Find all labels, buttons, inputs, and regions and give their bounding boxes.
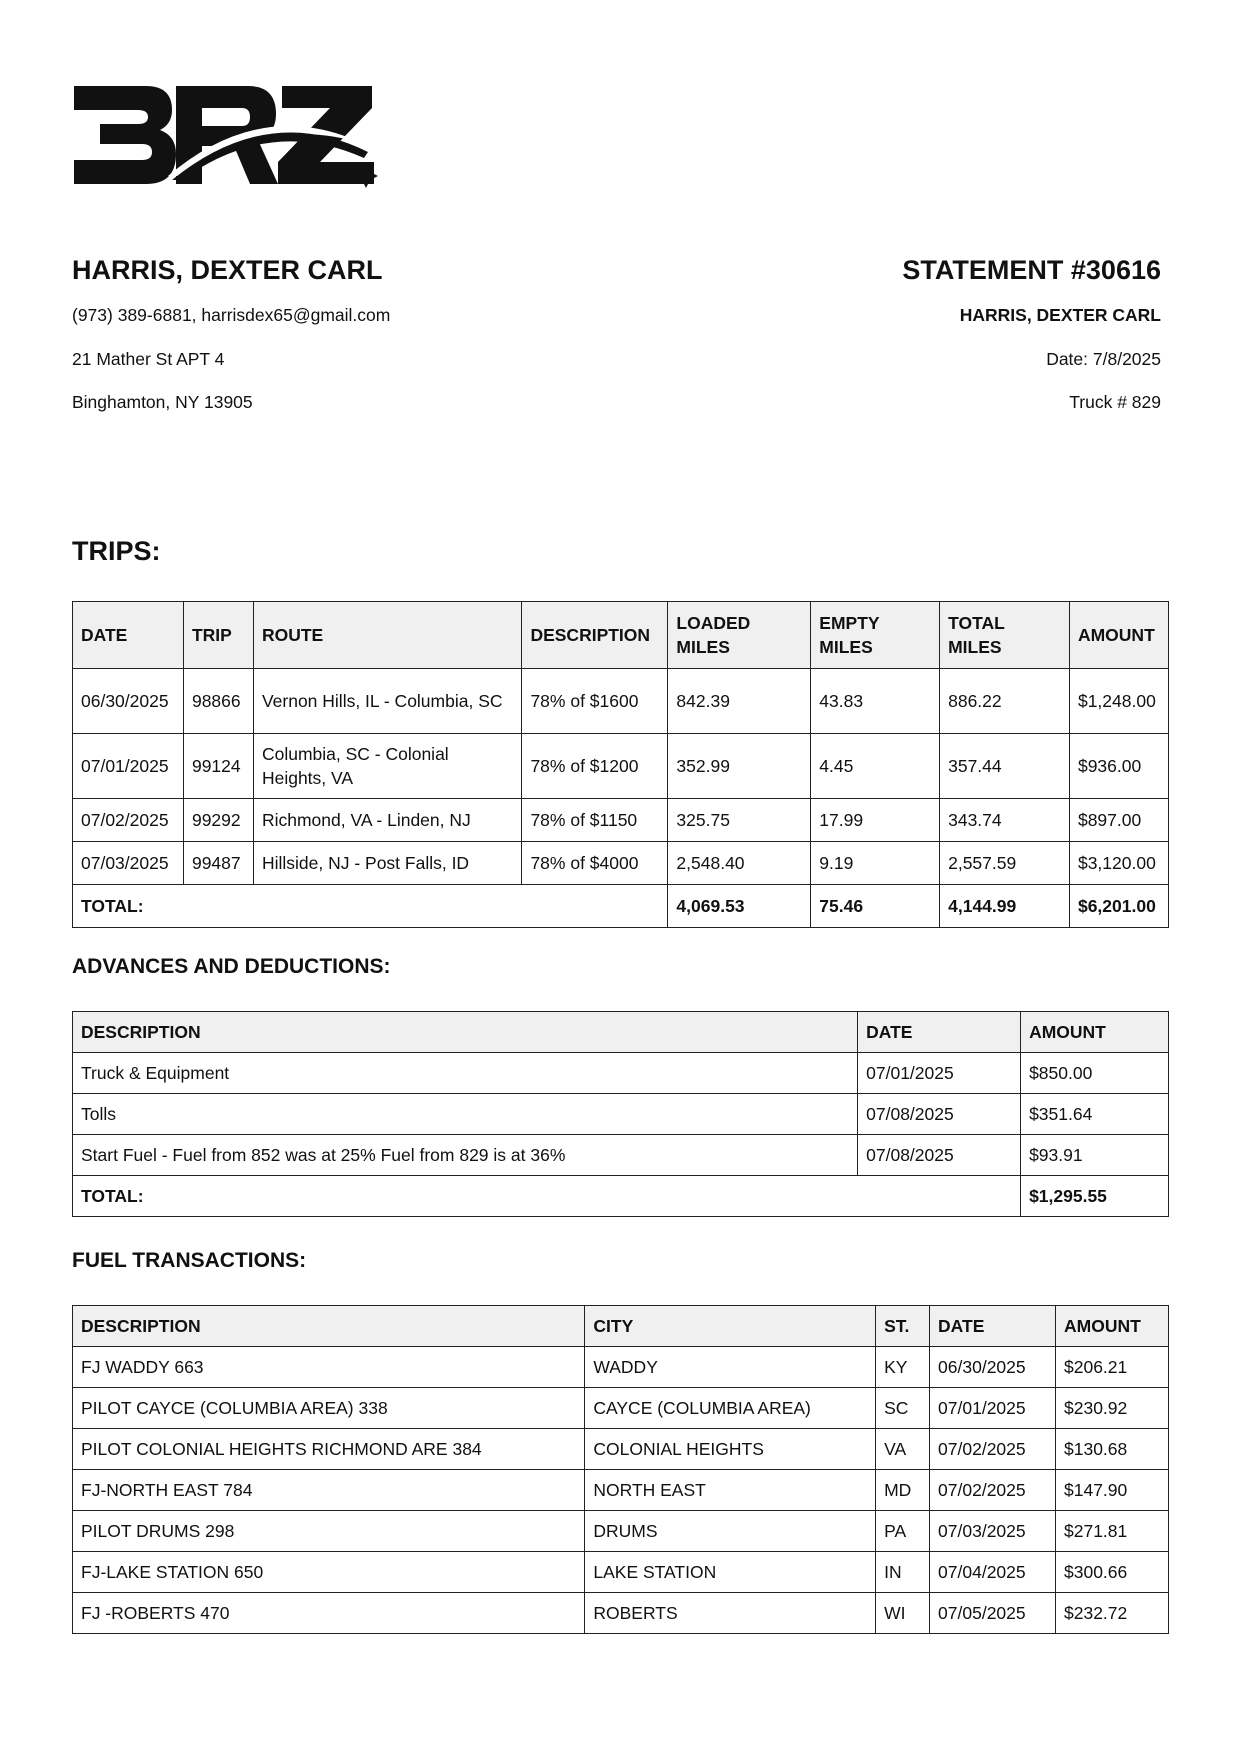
trips-total-label: TOTAL: [73,885,668,928]
trip-amount: $1,248.00 [1069,669,1168,734]
table-row [73,1388,1169,1429]
col-description: DESCRIPTION [73,1306,585,1347]
col-amount: AMOUNT [1056,1306,1169,1347]
deductions-heading: ADVANCES AND DEDUCTIONS: [72,955,391,978]
fuel-amount: $300.66 [1056,1552,1169,1593]
trip-number: 98866 [183,669,253,734]
fuel-date: 07/05/2025 [930,1593,1056,1634]
fuel-city: CAYCE (COLUMBIA AREA) [585,1388,876,1429]
deduction-amount: $850.00 [1021,1053,1169,1094]
driver-contact: (973) 389-6881, harrisdex65@gmail.com [72,305,391,325]
deduction-amount: $93.91 [1021,1135,1169,1176]
col-trip: TRIP [183,602,253,669]
fuel-description: PILOT CAYCE (COLUMBIA AREA) 338 [73,1388,585,1429]
driver-address-line1: 21 Mather St APT 4 [72,348,225,369]
fuel-description: PILOT DRUMS 298 [73,1511,585,1552]
trips-heading: TRIPS: [72,536,161,566]
trip-loaded-miles: 352.99 [668,734,811,799]
fuel-date: 07/03/2025 [930,1511,1056,1552]
trip-number: 99487 [183,842,253,885]
statement-name: HARRIS, DEXTER CARL [959,305,1161,325]
trips-table [72,601,1169,928]
table-row [73,669,1169,734]
table-row [73,1347,1169,1388]
fuel-state: WI [876,1593,930,1634]
fuel-city: COLONIAL HEIGHTS [585,1429,876,1470]
deductions-header-row [73,1012,1169,1053]
trip-empty-miles: 9.19 [811,842,940,885]
fuel-state: MD [876,1470,930,1511]
fuel-state: PA [876,1511,930,1552]
trip-loaded-miles: 2,548.40 [668,842,811,885]
fuel-date: 06/30/2025 [930,1347,1056,1388]
trip-total-miles: 357.44 [940,734,1070,799]
fuel-description: FJ WADDY 663 [73,1347,585,1388]
statement-date: Date: 7/8/2025 [1046,348,1161,369]
col-state: ST. [876,1306,930,1347]
col-description: DESCRIPTION [522,602,668,669]
trip-description: 78% of $4000 [522,842,668,885]
table-row [73,1429,1169,1470]
trip-date: 07/03/2025 [73,842,184,885]
fuel-heading: FUEL TRANSACTIONS: [72,1249,307,1272]
table-row [73,842,1169,885]
table-row [73,1552,1169,1593]
deduction-date: 07/01/2025 [858,1053,1021,1094]
statement-info [601,252,1161,425]
fuel-state: VA [876,1429,930,1470]
deduction-date: 07/08/2025 [858,1135,1021,1176]
fuel-date: 07/01/2025 [930,1388,1056,1429]
fuel-state: KY [876,1347,930,1388]
trip-amount: $897.00 [1069,799,1168,842]
trip-description: 78% of $1200 [522,734,668,799]
deductions-table [72,1011,1169,1217]
trip-total-miles: 343.74 [940,799,1070,842]
trip-route: Hillside, NJ - Post Falls, ID [253,842,522,885]
trip-loaded-miles: 842.39 [668,669,811,734]
deductions-total-label: TOTAL: [73,1176,1021,1217]
fuel-date: 07/02/2025 [930,1470,1056,1511]
col-route: ROUTE [253,602,522,669]
table-row [73,1053,1169,1094]
fuel-description: FJ-NORTH EAST 784 [73,1470,585,1511]
deduction-amount: $351.64 [1021,1094,1169,1135]
driver-address-line2: Binghamton, NY 13905 [72,392,253,412]
company-logo [72,80,392,190]
deductions-total-amount: $1,295.55 [1021,1176,1169,1217]
table-row [73,734,1169,799]
trip-description: 78% of $1600 [522,669,668,734]
trip-number: 99292 [183,799,253,842]
deduction-date: 07/08/2025 [858,1094,1021,1135]
trip-amount: $936.00 [1069,734,1168,799]
driver-info [72,252,632,425]
trip-empty-miles: 17.99 [811,799,940,842]
trip-description: 78% of $1150 [522,799,668,842]
trip-route: Richmond, VA - Linden, NJ [253,799,522,842]
trips-total-amount: $6,201.00 [1069,885,1168,928]
fuel-state: SC [876,1388,930,1429]
fuel-amount: $230.92 [1056,1388,1169,1429]
trip-date: 07/02/2025 [73,799,184,842]
trip-amount: $3,120.00 [1069,842,1168,885]
table-row [73,1135,1169,1176]
col-amount: AMOUNT [1069,602,1168,669]
table-row [73,1094,1169,1135]
fuel-date: 07/02/2025 [930,1429,1056,1470]
fuel-amount: $147.90 [1056,1470,1169,1511]
col-total-miles: TOTAL MILES [940,602,1070,669]
truck-number: Truck # 829 [1069,392,1161,412]
col-date: DATE [930,1306,1056,1347]
trip-total-miles: 886.22 [940,669,1070,734]
trips-total-empty: 75.46 [811,885,940,928]
trip-date: 06/30/2025 [73,669,184,734]
trip-route: Columbia, SC - Colonial Heights, VA [253,734,522,799]
deduction-description: Start Fuel - Fuel from 852 was at 25% Fuel from 829 is at 36% [73,1135,858,1176]
fuel-amount: $271.81 [1056,1511,1169,1552]
trips-total-row [73,885,1169,928]
fuel-city: NORTH EAST [585,1470,876,1511]
fuel-description: PILOT COLONIAL HEIGHTS RICHMOND ARE 384 [73,1429,585,1470]
col-city: CITY [585,1306,876,1347]
trip-loaded-miles: 325.75 [668,799,811,842]
fuel-header-row [73,1306,1169,1347]
fuel-city: ROBERTS [585,1593,876,1634]
deductions-total-row [73,1176,1169,1217]
fuel-table [72,1305,1169,1634]
col-empty-miles: EMPTY MILES [811,602,940,669]
deduction-description: Tolls [73,1094,858,1135]
fuel-amount: $206.21 [1056,1347,1169,1388]
fuel-amount: $232.72 [1056,1593,1169,1634]
col-description: DESCRIPTION [73,1012,858,1053]
trips-total-loaded: 4,069.53 [668,885,811,928]
trip-number: 99124 [183,734,253,799]
table-row [73,1470,1169,1511]
fuel-city: WADDY [585,1347,876,1388]
fuel-state: IN [876,1552,930,1593]
fuel-description: FJ-LAKE STATION 650 [73,1552,585,1593]
fuel-amount: $130.68 [1056,1429,1169,1470]
trip-total-miles: 2,557.59 [940,842,1070,885]
fuel-description: FJ -ROBERTS 470 [73,1593,585,1634]
trip-empty-miles: 43.83 [811,669,940,734]
trips-header-row [73,602,1169,669]
table-row [73,799,1169,842]
col-amount: AMOUNT [1021,1012,1169,1053]
deduction-description: Truck & Equipment [73,1053,858,1094]
col-date: DATE [73,602,184,669]
table-row [73,1511,1169,1552]
fuel-city: DRUMS [585,1511,876,1552]
trip-date: 07/01/2025 [73,734,184,799]
fuel-city: LAKE STATION [585,1552,876,1593]
col-loaded-miles: LOADED MILES [668,602,811,669]
col-date: DATE [858,1012,1021,1053]
driver-name: HARRIS, DEXTER CARL [72,255,383,285]
trip-route: Vernon Hills, IL - Columbia, SC [253,669,522,734]
fuel-date: 07/04/2025 [930,1552,1056,1593]
trips-total-miles: 4,144.99 [940,885,1070,928]
trip-empty-miles: 4.45 [811,734,940,799]
statement-title: STATEMENT #30616 [902,255,1161,285]
table-row [73,1593,1169,1634]
